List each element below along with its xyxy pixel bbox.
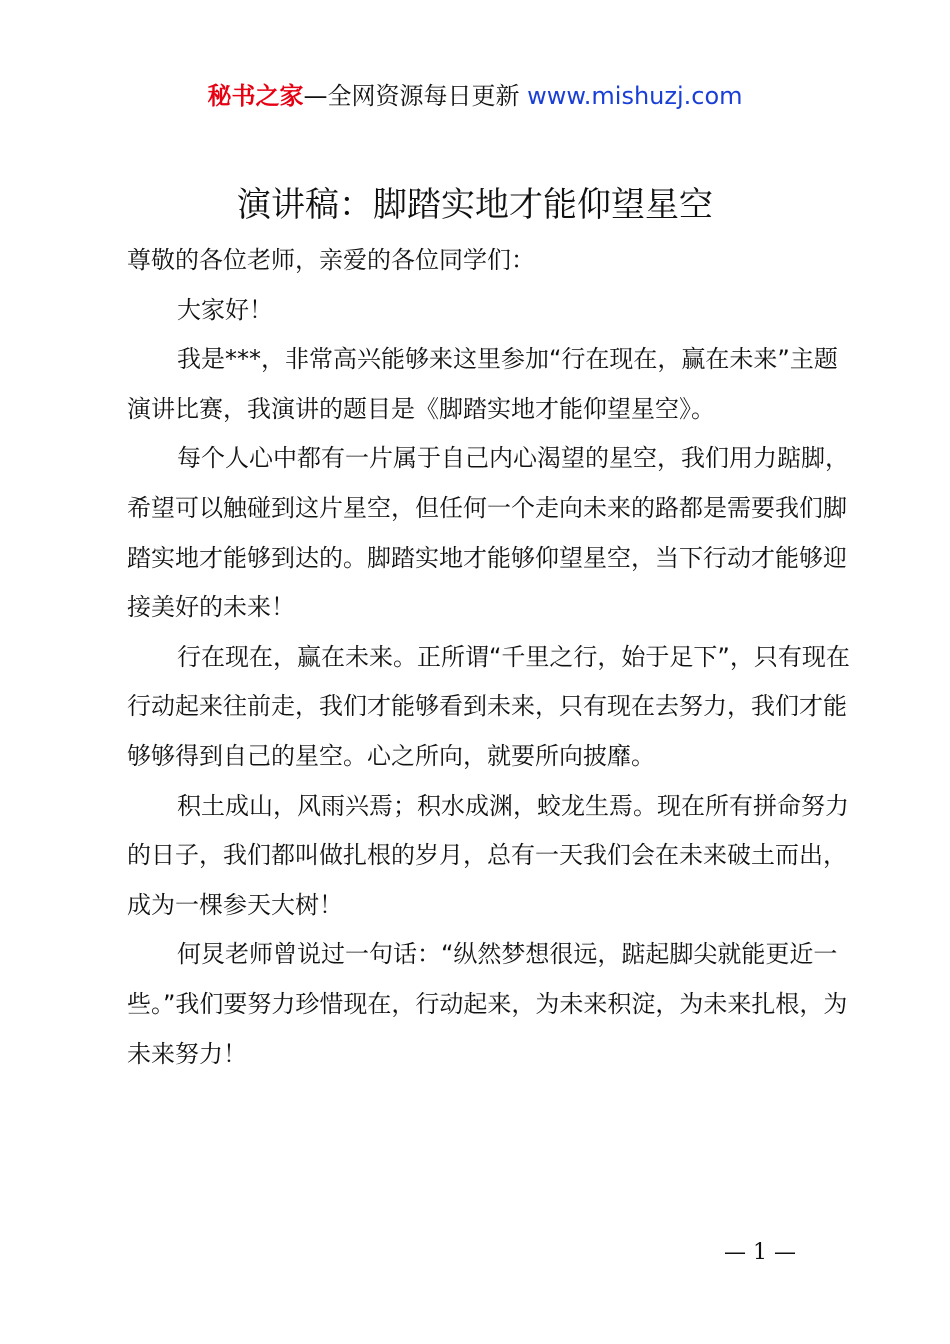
page-number: — 1 — [724, 1240, 796, 1265]
paragraph-intro: 我是***，非常高兴能够来这里参加“行在现在，赢在未来”主题演讲比赛，我演讲的题目是《脚踏实地才能仰望星空》。 [127, 345, 838, 423]
header-tagline: —全网资源每日更新 [303, 82, 520, 110]
site-url-link[interactable]: www.mishuzj.com [527, 82, 743, 110]
site-header [0, 80, 950, 112]
document-title: 演讲稿：脚踏实地才能仰望星空 [237, 185, 713, 225]
paragraph-act-now: 行在现在，赢在未来。正所谓“千里之行，始于足下”，只有现在行动起来往前走，我们才能够看到未来，只有现在去努力，我们才能够够得到自己的星空。心之所向，就要所向披靡。 [127, 642, 850, 770]
paragraph-conclusion: 何炅老师曾说过一句话：“纵然梦想很远，踮起脚尖就能更近一些。”我们要努力珍惜现在，行动起来，为未来积淀，为未来扎根，为未来努力！ [127, 940, 848, 1068]
brand-name: 秘书之家 [207, 82, 304, 110]
paragraph-take-root: 积土成山，风雨兴焉；积水成渊，蛟龙生焉。现在所有拼命努力的日子，我们都叫做扎根的岁月，总有一天我们会在未来破土而出，成为一棵参天大树！ [127, 791, 849, 919]
document-body [127, 236, 857, 1079]
paragraph-starry-sky: 每个人心中都有一片属于自己内心渴望的星空，我们用力踮脚，希望可以触碰到这片星空，但任何一个走向未来的路都是需要我们脚踏实地才能够到达的。脚踏实地才能够仰望星空，当下行动才能够迎接美好的未来！ [127, 444, 849, 622]
salutation: 尊敬的各位老师，亲爱的各位同学们： [127, 246, 535, 274]
paragraph-greeting: 大家好！ [177, 295, 273, 324]
